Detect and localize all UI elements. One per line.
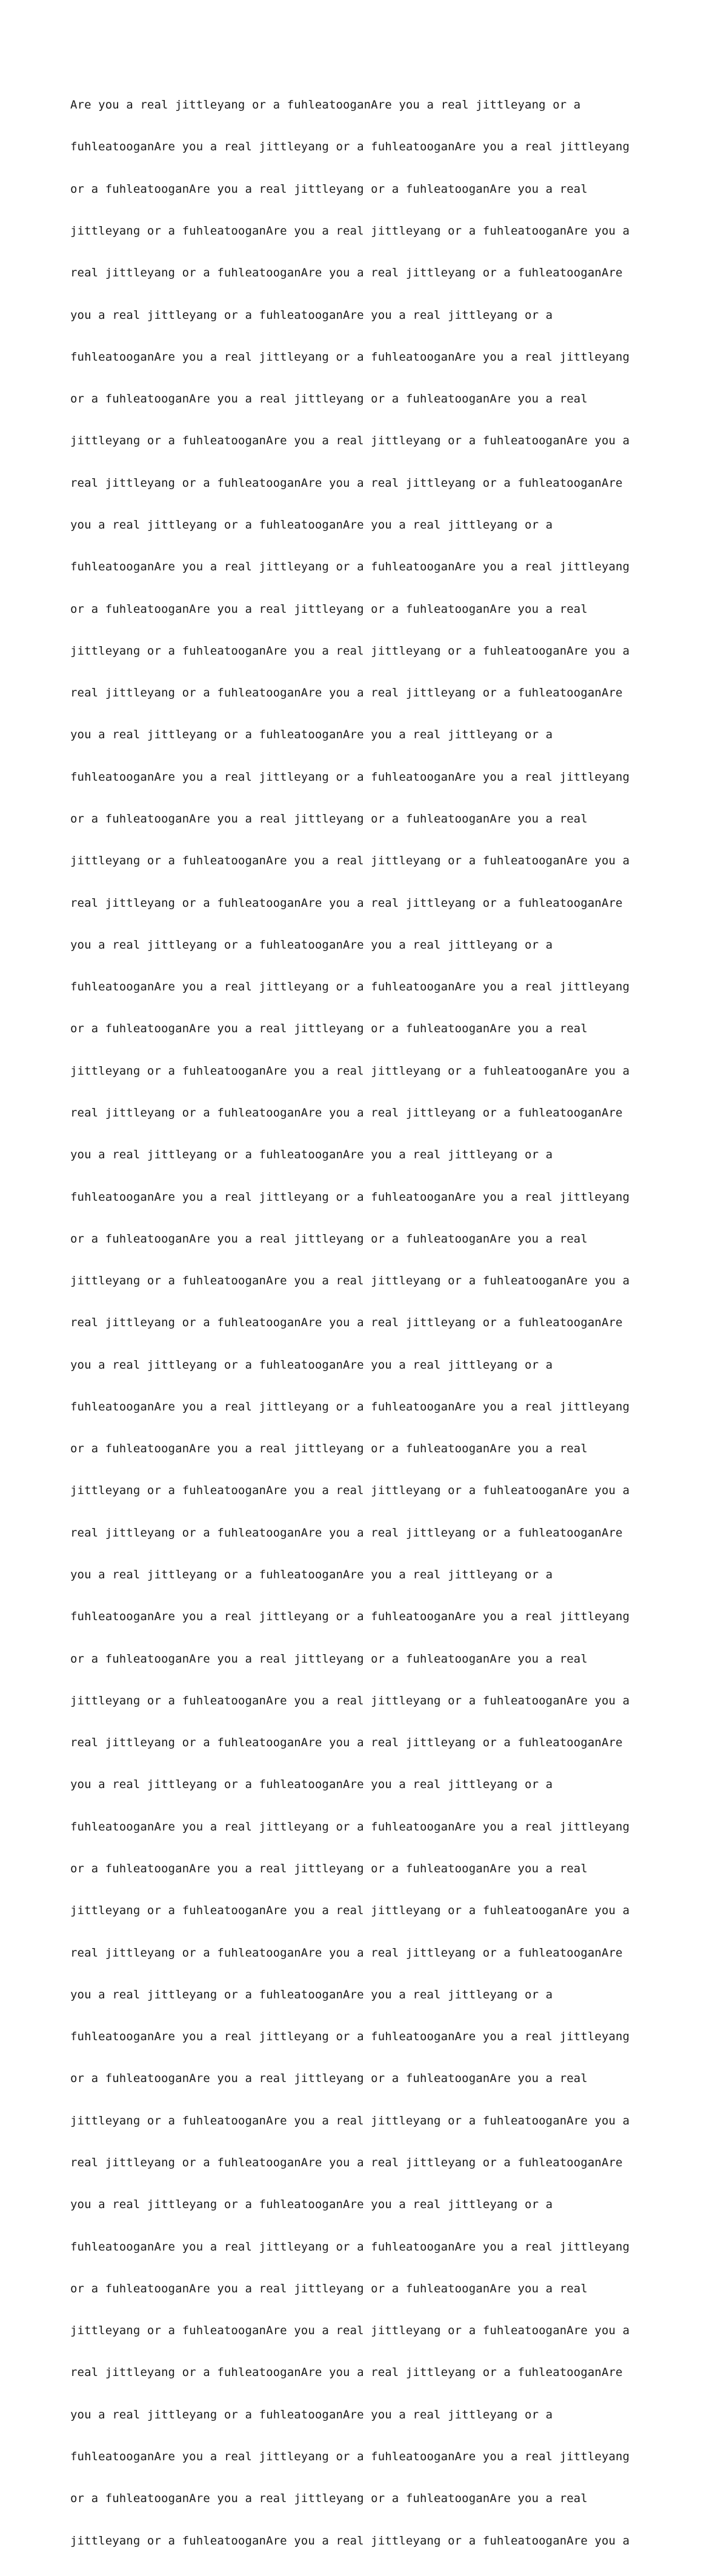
text-line: real jittleyang or a fuhleatooganAre you a real jittleyang or a fuhleatooganAre xyxy=(70,686,623,700)
text-line: Are you a real jittleyang or a fuhleatooganAre you a real jittleyang or a xyxy=(70,98,581,112)
text-line: you a real jittleyang or a fuhleatooganAre you a real jittleyang or a xyxy=(70,728,553,742)
text-line: jittleyang or a fuhleatooganAre you a real jittleyang or a fuhleatooganAre you a xyxy=(70,2534,630,2548)
text-line: jittleyang or a fuhleatooganAre you a real jittleyang or a fuhleatooganAre you a xyxy=(70,224,630,238)
text-line: or a fuhleatooganAre you a real jittleyang or a fuhleatooganAre you a real xyxy=(70,2492,588,2506)
text-line: real jittleyang or a fuhleatooganAre you a real jittleyang or a fuhleatooganAre xyxy=(70,2155,623,2169)
text-line: you a real jittleyang or a fuhleatooganAre you a real jittleyang or a xyxy=(70,1778,553,1792)
text-line: fuhleatooganAre you a real jittleyang or a fuhleatooganAre you a real jittleyang xyxy=(70,1610,630,1624)
text-line: jittleyang or a fuhleatooganAre you a real jittleyang or a fuhleatooganAre you a xyxy=(70,1274,630,1288)
text-line: or a fuhleatooganAre you a real jittleyang or a fuhleatooganAre you a real xyxy=(70,2072,588,2086)
body-text xyxy=(70,70,676,2576)
text-line: fuhleatooganAre you a real jittleyang or a fuhleatooganAre you a real jittleyang xyxy=(70,140,630,154)
text-line: or a fuhleatooganAre you a real jittleyang or a fuhleatooganAre you a real xyxy=(70,1862,588,1875)
text-line: or a fuhleatooganAre you a real jittleyang or a fuhleatooganAre you a real xyxy=(70,182,588,196)
text-line: you a real jittleyang or a fuhleatooganAre you a real jittleyang or a xyxy=(70,1358,553,1372)
text-line: jittleyang or a fuhleatooganAre you a real jittleyang or a fuhleatooganAre you a xyxy=(70,2114,630,2127)
text-line: or a fuhleatooganAre you a real jittleyang or a fuhleatooganAre you a real xyxy=(70,1022,588,1036)
text-line: you a real jittleyang or a fuhleatooganAre you a real jittleyang or a xyxy=(70,1987,553,2001)
text-line: fuhleatooganAre you a real jittleyang or a fuhleatooganAre you a real jittleyang xyxy=(70,770,630,784)
text-line: real jittleyang or a fuhleatooganAre you a real jittleyang or a fuhleatooganAre xyxy=(70,1946,623,1960)
text-line: you a real jittleyang or a fuhleatooganAre you a real jittleyang or a xyxy=(70,2198,553,2212)
text-line: jittleyang or a fuhleatooganAre you a real jittleyang or a fuhleatooganAre you a xyxy=(70,434,630,448)
text-line: jittleyang or a fuhleatooganAre you a real jittleyang or a fuhleatooganAre you a xyxy=(70,854,630,868)
text-line: jittleyang or a fuhleatooganAre you a real jittleyang or a fuhleatooganAre you a xyxy=(70,1484,630,1498)
text-line: jittleyang or a fuhleatooganAre you a real jittleyang or a fuhleatooganAre you a xyxy=(70,2324,630,2338)
text-line: real jittleyang or a fuhleatooganAre you a real jittleyang or a fuhleatooganAre xyxy=(70,266,623,280)
text-line: jittleyang or a fuhleatooganAre you a real jittleyang or a fuhleatooganAre you a xyxy=(70,1064,630,1078)
text-line: or a fuhleatooganAre you a real jittleyang or a fuhleatooganAre you a real xyxy=(70,1442,588,1456)
text-line: fuhleatooganAre you a real jittleyang or a fuhleatooganAre you a real jittleyang xyxy=(70,2449,630,2463)
text-line: jittleyang or a fuhleatooganAre you a real jittleyang or a fuhleatooganAre you a xyxy=(70,1904,630,1918)
text-line: or a fuhleatooganAre you a real jittleyang or a fuhleatooganAre you a real xyxy=(70,602,588,616)
text-line: real jittleyang or a fuhleatooganAre you a real jittleyang or a fuhleatooganAre xyxy=(70,896,623,910)
text-line: real jittleyang or a fuhleatooganAre you a real jittleyang or a fuhleatooganAre xyxy=(70,476,623,490)
text-line: real jittleyang or a fuhleatooganAre you a real jittleyang or a fuhleatooganAre xyxy=(70,1106,623,1119)
text-line: you a real jittleyang or a fuhleatooganAre you a real jittleyang or a xyxy=(70,518,553,532)
text-line: real jittleyang or a fuhleatooganAre you a real jittleyang or a fuhleatooganAre xyxy=(70,1316,623,1330)
text-line: you a real jittleyang or a fuhleatooganAre you a real jittleyang or a xyxy=(70,1148,553,1162)
text-line: fuhleatooganAre you a real jittleyang or a fuhleatooganAre you a real jittleyang xyxy=(70,350,630,364)
text-line: real jittleyang or a fuhleatooganAre you a real jittleyang or a fuhleatooganAre xyxy=(70,1736,623,1750)
text-line: real jittleyang or a fuhleatooganAre you a real jittleyang or a fuhleatooganAre xyxy=(70,1526,623,1540)
text-line: or a fuhleatooganAre you a real jittleyang or a fuhleatooganAre you a real xyxy=(70,392,588,406)
text-line: fuhleatooganAre you a real jittleyang or a fuhleatooganAre you a real jittleyang xyxy=(70,1820,630,1834)
text-line: fuhleatooganAre you a real jittleyang or a fuhleatooganAre you a real jittleyang xyxy=(70,2030,630,2044)
text-line: you a real jittleyang or a fuhleatooganAre you a real jittleyang or a xyxy=(70,938,553,952)
text-line: fuhleatooganAre you a real jittleyang or a fuhleatooganAre you a real jittleyang xyxy=(70,1190,630,1204)
text-line: or a fuhleatooganAre you a real jittleyang or a fuhleatooganAre you a real xyxy=(70,1652,588,1666)
text-line: or a fuhleatooganAre you a real jittleyang or a fuhleatooganAre you a real xyxy=(70,1232,588,1246)
text-line: you a real jittleyang or a fuhleatooganAre you a real jittleyang or a xyxy=(70,2407,553,2421)
text-line: you a real jittleyang or a fuhleatooganAre you a real jittleyang or a xyxy=(70,308,553,322)
text-line: or a fuhleatooganAre you a real jittleyang or a fuhleatooganAre you a real xyxy=(70,2281,588,2295)
text-line: jittleyang or a fuhleatooganAre you a real jittleyang or a fuhleatooganAre you a xyxy=(70,644,630,658)
text-line: jittleyang or a fuhleatooganAre you a real jittleyang or a fuhleatooganAre you a xyxy=(70,1693,630,1707)
text-line: fuhleatooganAre you a real jittleyang or a fuhleatooganAre you a real jittleyang xyxy=(70,2240,630,2254)
text-line: or a fuhleatooganAre you a real jittleyang or a fuhleatooganAre you a real xyxy=(70,812,588,826)
text-line: fuhleatooganAre you a real jittleyang or a fuhleatooganAre you a real jittleyang xyxy=(70,560,630,574)
text-line: fuhleatooganAre you a real jittleyang or a fuhleatooganAre you a real jittleyang xyxy=(70,980,630,994)
text-line: fuhleatooganAre you a real jittleyang or a fuhleatooganAre you a real jittleyang xyxy=(70,1400,630,1413)
text-line: you a real jittleyang or a fuhleatooganAre you a real jittleyang or a xyxy=(70,1568,553,1582)
text-line: real jittleyang or a fuhleatooganAre you a real jittleyang or a fuhleatooganAre xyxy=(70,2366,623,2380)
